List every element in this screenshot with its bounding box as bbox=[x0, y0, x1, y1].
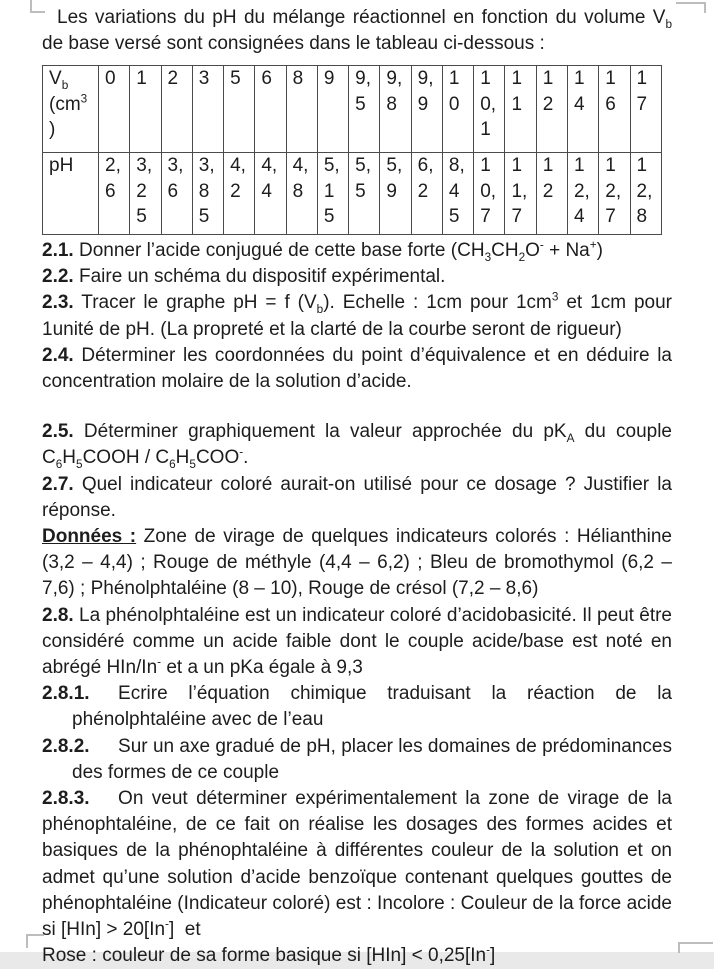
table-cell: 0 bbox=[99, 66, 130, 153]
row-label: $V_b$ ($cm^3$ ) bbox=[43, 66, 99, 153]
question-2-8-3: 2.8.3. On veut déterminer expérimentalement la zone de virage de la phénophtaléine, de ce fait on réalise les dosages des formes acides et basiques de la phénophtaléine à différentes couleur de la solution et on admet qu’une solution d’acide benzoïque contenant quelques gouttes de phénophtaléine (Indicateur coloré) est : Incolore : Couleur de la force acide si [HIn] > 20[In-] et bbox=[42, 787, 672, 940]
table-cell: 1 bbox=[130, 66, 161, 153]
table-cell: 5,15 bbox=[317, 153, 348, 235]
table-cell: 5 bbox=[224, 66, 255, 153]
table-cell: 12 bbox=[536, 66, 567, 153]
table-cell: 4,4 bbox=[255, 153, 286, 235]
ph-table-body bbox=[43, 66, 662, 235]
donnees-note: Données : Zone de virage de quelques indicateurs colorés : Hélianthine (3,2 – 4,4) ; Rouge de méthyle (4,4 – 6,2) ; Bleu de bromothymol (6,2 – 7,6) ; Phénolphtaléine (8 – 10), Rouge de crésol (7,2 – 8,6) bbox=[42, 525, 672, 600]
question-2-8: 2.8. La phénolphtaléine est un indicateur coloré d’acidobasicité. Il peut être considéré comme un acide faible dont le couple acide/base est noté en abrégé HIn/In- et a un pKa égale à 9,3 bbox=[42, 604, 672, 678]
question-2-3: 2.3. Tracer le graphe pH = f $(V_b)$. Echelle : 1cm pour $1cm^3$ et 1cm pour 1unité de pH. (La propreté et la clarté de la courbe seront de rigueur) bbox=[42, 290, 672, 340]
table-cell: 9 bbox=[317, 66, 348, 153]
table-cell: 12,4 bbox=[567, 153, 598, 235]
table-cell: 8 bbox=[286, 66, 317, 153]
table-cell: 6,2 bbox=[411, 153, 442, 235]
table-cell: 3,85 bbox=[192, 153, 223, 235]
table-cell: 8,45 bbox=[442, 153, 473, 235]
question-2-1: 2.1. Donner l’acide conjugué de cette base forte $(CH_3CH_2O^- + Na^+)$ bbox=[42, 238, 603, 264]
table-cell: 9,5 bbox=[349, 66, 380, 153]
question-2-8-1: 2.8.1. Ecrire l’équation chimique traduisant la réaction de la phénolphtaléine avec de l’eau bbox=[42, 683, 672, 731]
table-cell: 16 bbox=[599, 66, 630, 153]
intro-paragraph: Les variations du pH du mélange réactionnel en fonction du volume $V_b$ de base versé sont consignées dans le tableau ci-dessous : bbox=[42, 7, 672, 55]
table-cell: 10 bbox=[442, 66, 473, 153]
row-label: pH bbox=[43, 153, 99, 235]
table-cell: 9,8 bbox=[380, 66, 411, 153]
table-cell: 17 bbox=[630, 66, 661, 153]
table-cell: 10,1 bbox=[474, 66, 505, 153]
question-2-8-2: 2.8.2. Sur un axe gradué de pH, placer les domaines de prédominances des formes de ce couple bbox=[42, 735, 672, 783]
table-cell: 5,5 bbox=[349, 153, 380, 235]
table-cell: 12,7 bbox=[599, 153, 630, 235]
table-cell: 12 bbox=[536, 153, 567, 235]
table-cell: 11 bbox=[505, 66, 536, 153]
table-cell: 10,7 bbox=[474, 153, 505, 235]
table-cell: 12,8 bbox=[630, 153, 661, 235]
table-cell: 9,9 bbox=[411, 66, 442, 153]
question-2-5: 2.5. Déterminer graphiquement la valeur approchée du $pK_A$ du couple $C_6H_5COOH / C_6H_5COO^-$. bbox=[42, 421, 672, 472]
table-cell: 5,9 bbox=[380, 153, 411, 235]
table-cell: 6 bbox=[255, 66, 286, 153]
statement-rose: Rose : couleur de sa forme basique si [HIn] < 0,25[In-] bbox=[42, 943, 496, 967]
table-cell: 4,2 bbox=[224, 153, 255, 235]
table-cell: 4,8 bbox=[286, 153, 317, 235]
table-cell: 2 bbox=[161, 66, 192, 153]
table-cell: 3,25 bbox=[130, 153, 161, 235]
table-cell: 2,6 bbox=[99, 153, 130, 235]
document-content bbox=[42, 5, 672, 969]
question-2-7: 2.7. Quel indicateur coloré aurait-on utilisé pour ce dosage ? Justifier la réponse. bbox=[42, 473, 672, 521]
table-cell: 3,6 bbox=[161, 153, 192, 235]
table-row bbox=[43, 153, 662, 235]
selection-handle-top-right[interactable] bbox=[676, 2, 706, 13]
ph-volume-table bbox=[42, 65, 662, 235]
table-cell: 14 bbox=[567, 66, 598, 153]
question-2-4: 2.4. Déterminer les coordonnées du point d’équivalence et en déduire la concentration molaire de la solution d’acide. bbox=[42, 344, 672, 392]
table-cell: 3 bbox=[192, 66, 223, 153]
question-list bbox=[42, 238, 672, 969]
question-2-2: 2.2. Faire un schéma du dispositif expérimental. bbox=[42, 266, 446, 288]
table-cell: 11,7 bbox=[505, 153, 536, 235]
table-row bbox=[43, 66, 662, 153]
selection-handle-bottom-right[interactable] bbox=[678, 942, 713, 953]
